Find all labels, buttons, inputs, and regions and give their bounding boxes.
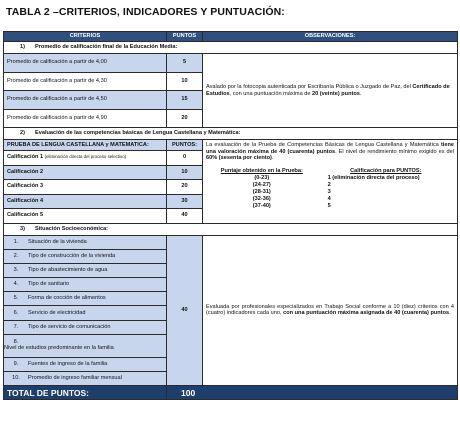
socio-item xyxy=(4,306,167,320)
score-range: (32-36) xyxy=(252,196,271,203)
prueba-obs-paragraph xyxy=(206,142,454,162)
promedio-points: 15 xyxy=(167,91,203,110)
prueba-label: Calificación 3 xyxy=(4,180,167,195)
socio-item-label: Nivel de estudios predominante en la familia xyxy=(4,345,114,352)
socio-item-label: Forma de cocción de alimentos xyxy=(28,295,106,302)
socio-item xyxy=(4,357,167,371)
score-row xyxy=(206,182,454,189)
obs-text: Avalado por la fotocopia autenticada por Escribanía Pública o Juzgado de Paz, del xyxy=(206,83,413,90)
prueba-label: Calificación 5 xyxy=(4,209,167,224)
socio-item-number: 4. xyxy=(13,281,19,288)
socio-item-label: Tipo de sanitario xyxy=(28,281,70,288)
socio-item-number: 10. xyxy=(12,375,20,382)
obs-text: . xyxy=(449,310,451,317)
obs-text: . xyxy=(359,90,362,97)
score-row xyxy=(206,189,454,196)
socio-item-number: 9. xyxy=(13,361,19,368)
header-criterios: CRITERIOS xyxy=(4,32,167,42)
promedio-points: 5 xyxy=(167,54,203,73)
prueba-label: Calificación 1 xyxy=(7,154,44,161)
socio-item-number: 8. xyxy=(13,338,19,345)
header-puntos: PUNTOS xyxy=(167,32,203,42)
promedio-label: Promedio de calificación a partir de 4,30 xyxy=(4,72,167,91)
prueba-label: Calificación 2 xyxy=(4,165,167,180)
score-calif: 1 (eliminación directa del proceso) xyxy=(327,175,420,182)
obs-text: . El nivel de rendimiento mínimo exigido es del xyxy=(335,148,454,155)
score-col1-header: Puntaje obtenido en la Prueba: xyxy=(220,168,303,175)
table-header-row xyxy=(4,32,458,42)
socio-item-label: Tipo de servicio de comunicación xyxy=(28,323,111,330)
score-calif: 2 xyxy=(327,182,331,189)
socio-item xyxy=(4,235,167,249)
section-2-number: 2) xyxy=(20,130,25,137)
score-range: (37-40) xyxy=(252,203,271,210)
obs-bold: tiene una valoración máxima de 40 (cuarenta) puntos xyxy=(206,142,454,155)
obs-bold: 60% (sesenta por ciento) xyxy=(206,155,272,162)
socio-item-label: Fuentes de ingreso de la familia xyxy=(28,361,108,368)
section-2-row xyxy=(4,128,458,140)
page-title: TABLA 2 –CRITERIOS, INDICADORES Y PUNTUACIÓN: xyxy=(6,6,285,18)
criteria-table xyxy=(3,31,458,400)
prueba-note: (eliminación directa del proceso selectivo) xyxy=(44,154,127,160)
score-row xyxy=(206,203,454,210)
table-row xyxy=(4,54,458,73)
obs-text: La evaluación de la Prueba de Competencias Básicas de Lengua Castellana y Matemática xyxy=(206,142,441,148)
section-1-title: Promedio de calificación final de la Educación Media: xyxy=(35,44,178,51)
promedio-observation xyxy=(203,54,458,128)
score-row xyxy=(206,175,454,182)
obs-bold: 20 (veinte) puntos xyxy=(312,90,360,97)
socio-item xyxy=(4,263,167,277)
total-row xyxy=(4,386,458,400)
score-range: (0-23) xyxy=(254,175,270,182)
score-row xyxy=(206,196,454,203)
prueba-points: 20 xyxy=(167,180,203,195)
section-1-number: 1) xyxy=(20,44,25,51)
socio-item xyxy=(4,278,167,292)
socio-item-number: 2. xyxy=(13,252,19,259)
prueba-observation xyxy=(203,140,458,224)
section-1-row xyxy=(4,42,458,54)
prueba-points: 40 xyxy=(167,209,203,224)
socio-item-label: Servicio de electricidad xyxy=(28,309,86,316)
prueba-header-row xyxy=(4,140,458,151)
prueba-header-label: PRUEBA DE LENGUA CASTELLANA y MATEMATICA: xyxy=(4,140,167,151)
promedio-label: Promedio de calificación a partir de 4,90 xyxy=(4,109,167,128)
promedio-points: 20 xyxy=(167,109,203,128)
socio-observation xyxy=(203,235,458,386)
socio-item-label: Tipo de abastecimiento de agua xyxy=(28,267,108,274)
socio-points: 40 xyxy=(167,235,203,386)
socio-item xyxy=(4,334,167,357)
obs-text: Evaluada por profesionales especializados en Trabajo Social conforme a 10 (diez) criterios con 4 (cuatro) indicadores cada uno, xyxy=(206,303,454,317)
score-range: (28-31) xyxy=(252,189,271,196)
total-label: TOTAL DE PUNTOS: xyxy=(4,386,167,400)
score-calif: 4 xyxy=(327,196,331,203)
total-value: 100 xyxy=(167,386,458,400)
socio-item-number: 7. xyxy=(13,323,19,330)
obs-text: , con una puntuación máxima de xyxy=(229,90,313,97)
table-row xyxy=(4,235,458,249)
obs-bold: con una puntuación máxima asignada de 40 (cuarenta) puntos xyxy=(283,310,450,317)
section-3-title: Situación Socioeconómica: xyxy=(35,225,109,232)
socio-item xyxy=(4,320,167,334)
promedio-points: 10 xyxy=(167,72,203,91)
promedio-label: Promedio de calificación a partir de 4,50 xyxy=(4,91,167,110)
header-observaciones: OBSERVACIONES: xyxy=(203,32,458,42)
socio-item-label: Tipo de construcción de la vivienda xyxy=(28,252,116,259)
socio-item-number: 3. xyxy=(13,267,19,274)
socio-item xyxy=(4,249,167,263)
socio-item-number: 1. xyxy=(13,238,19,245)
socio-item xyxy=(4,372,167,386)
socio-item-number: 5. xyxy=(13,295,19,302)
prueba-label: Calificación 4 xyxy=(4,194,167,209)
section-3-number: 3) xyxy=(20,225,25,232)
prueba-header-points: PUNTOS: xyxy=(167,140,203,151)
score-col2-header: Calificación para PUNTOS: xyxy=(350,168,422,175)
score-calif: 3 xyxy=(327,189,331,196)
prueba-points: 30 xyxy=(167,194,203,209)
section-3-row xyxy=(4,223,458,235)
socio-item-label: Situación de la vivienda xyxy=(28,238,87,245)
socio-item xyxy=(4,292,167,306)
score-table xyxy=(206,168,454,210)
section-2-title: Evaluación de las competencias básicas de Lengua Castellana y Matemática: xyxy=(35,130,241,137)
score-calif: 5 xyxy=(327,203,331,210)
socio-item-label: Promedio de ingreso familiar mensual xyxy=(28,375,122,382)
obs-bold: Certificado de Estudios xyxy=(206,83,450,97)
socio-item-number: 6. xyxy=(13,309,19,316)
prueba-points: 0 xyxy=(167,151,203,166)
obs-text: . xyxy=(271,155,274,162)
prueba-row-label xyxy=(4,151,167,166)
promedio-label: Promedio de calificación a partir de 4,00 xyxy=(4,54,167,73)
score-range: (24-27) xyxy=(252,182,271,189)
prueba-points: 10 xyxy=(167,165,203,180)
